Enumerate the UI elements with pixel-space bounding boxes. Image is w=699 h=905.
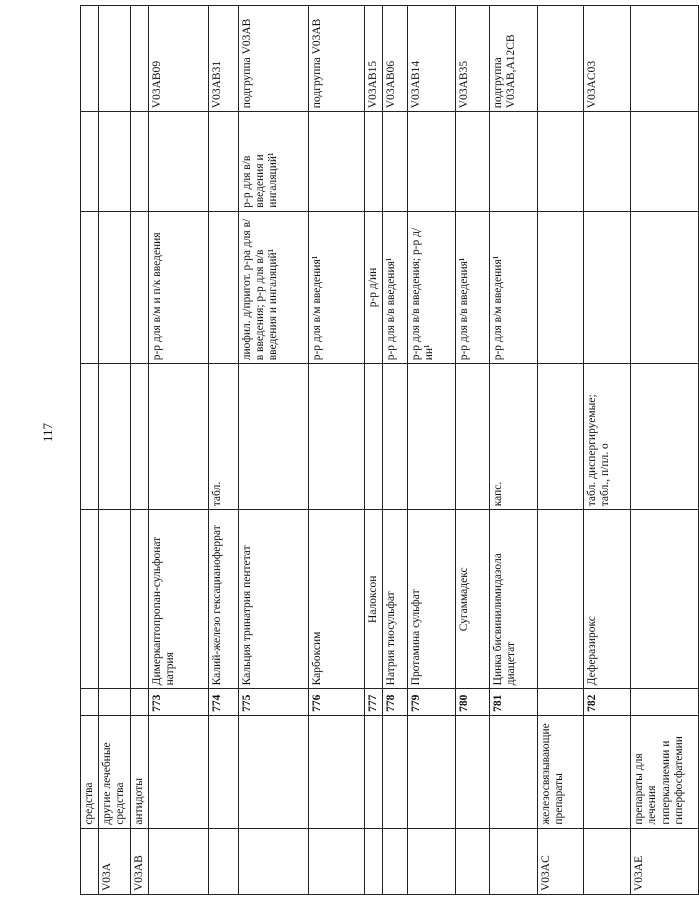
group-name-cell (148, 715, 208, 828)
item-number-cell: 779 (408, 689, 456, 716)
group-name-cell: средства (81, 715, 99, 828)
drug-name-cell: Калий-железо гексацианоферрат (208, 510, 238, 689)
drug-name-cell: Натрия тиосульфат (383, 510, 408, 689)
atc-subgroup-cell (538, 6, 584, 112)
group-name-cell: железосвязывающие препараты (538, 715, 584, 828)
drug-name-cell: Сугаммадекс (456, 510, 490, 689)
oral-form-cell (148, 364, 208, 510)
inhalation-form-cell (208, 112, 238, 212)
item-number-cell (538, 689, 584, 716)
item-number-cell: 776 (308, 689, 364, 716)
atc-code-cell: V03AB (130, 828, 148, 894)
group-name-cell (490, 715, 538, 828)
drug-name-cell (130, 510, 148, 689)
atc-code-cell (383, 828, 408, 894)
atc-code-cell (308, 828, 364, 894)
group-name-cell: другие лечебные средства (99, 715, 130, 828)
row-778 (383, 6, 408, 895)
injection-form-cell (99, 211, 130, 364)
atc-subgroup-cell: подгруппа V03AB (238, 6, 308, 112)
row-sredstva (81, 6, 99, 895)
atc-code-cell (148, 828, 208, 894)
atc-code-cell (584, 828, 631, 894)
drug-name-cell: Кальция тринатрия пентетат (238, 510, 308, 689)
group-name-cell: антидоты (130, 715, 148, 828)
atc-subgroup-cell: V03AB35 (456, 6, 490, 112)
drug-name-cell (631, 510, 699, 689)
oral-form-cell (99, 364, 130, 510)
item-number-cell: 778 (383, 689, 408, 716)
group-name-cell (364, 715, 382, 828)
atc-code-cell (208, 828, 238, 894)
inhalation-form-cell (408, 112, 456, 212)
item-number-cell: 775 (238, 689, 308, 716)
atc-code-cell (364, 828, 382, 894)
row-777 (364, 6, 382, 895)
inhalation-form-cell (364, 112, 382, 212)
drug-name-cell (99, 510, 130, 689)
group-name-cell (456, 715, 490, 828)
row-779 (408, 6, 456, 895)
injection-form-cell (81, 211, 99, 364)
atc-subgroup-cell: V03AB14 (408, 6, 456, 112)
drug-name-cell: Деферазирокс (584, 510, 631, 689)
row-780 (456, 6, 490, 895)
drug-name-cell: Карбоксим (308, 510, 364, 689)
injection-form-cell: р-р д/ин (364, 211, 382, 364)
row-781 (490, 6, 538, 895)
oral-form-cell: капс. (490, 364, 538, 510)
row-v03ac (538, 6, 584, 895)
group-name-cell (208, 715, 238, 828)
atc-subgroup-cell (99, 6, 130, 112)
inhalation-form-cell (81, 112, 99, 212)
atc-subgroup-cell: V03AC03 (584, 6, 631, 112)
inhalation-form-cell (490, 112, 538, 212)
item-number-cell: 773 (148, 689, 208, 716)
rotated-table-container (80, 5, 685, 895)
drug-table (80, 5, 699, 895)
inhalation-form-cell (383, 112, 408, 212)
oral-form-cell: табл. диспергируемые; табл., п/пл. о (584, 364, 631, 510)
inhalation-form-cell (538, 112, 584, 212)
oral-form-cell (308, 364, 364, 510)
row-782 (584, 6, 631, 895)
group-name-cell (408, 715, 456, 828)
item-number-cell (130, 689, 148, 716)
atc-subgroup-cell (631, 6, 699, 112)
atc-subgroup-cell (130, 6, 148, 112)
oral-form-cell (456, 364, 490, 510)
group-name-cell (238, 715, 308, 828)
atc-code-cell (81, 828, 99, 894)
inhalation-form-cell (584, 112, 631, 212)
injection-form-cell (631, 211, 699, 364)
injection-form-cell: р-р для в/м и п/к введения (148, 211, 208, 364)
oral-form-cell (81, 364, 99, 510)
oral-form-cell (383, 364, 408, 510)
inhalation-form-cell (99, 112, 130, 212)
row-v03ab (130, 6, 148, 895)
inhalation-form-cell (148, 112, 208, 212)
atc-code-cell: V03A (99, 828, 130, 894)
inhalation-form-cell (631, 112, 699, 212)
item-number-cell (81, 689, 99, 716)
row-775 (238, 6, 308, 895)
item-number-cell: 777 (364, 689, 382, 716)
row-v03ae (631, 6, 699, 895)
atc-subgroup-cell: подгруппа V03AB,A12CB (490, 6, 538, 112)
oral-form-cell (130, 364, 148, 510)
injection-form-cell: р-р для в/в введения¹ (383, 211, 408, 364)
row-776 (308, 6, 364, 895)
atc-code-cell (490, 828, 538, 894)
item-number-cell (99, 689, 130, 716)
injection-form-cell: р-р для в/в введения¹ (456, 211, 490, 364)
atc-subgroup-cell: V03AB31 (208, 6, 238, 112)
group-name-cell (308, 715, 364, 828)
row-v03a (99, 6, 130, 895)
drug-name-cell: Налоксон (364, 510, 382, 689)
injection-form-cell (538, 211, 584, 364)
page-number: 117 (40, 422, 55, 442)
atc-subgroup-cell (81, 6, 99, 112)
injection-form-cell (208, 211, 238, 364)
group-name-cell: препараты для лечения гиперкалиемии и гиперфосфатемии (631, 715, 699, 828)
atc-subgroup-cell: V03AB09 (148, 6, 208, 112)
atc-code-cell (238, 828, 308, 894)
item-number-cell: 781 (490, 689, 538, 716)
group-name-cell (584, 715, 631, 828)
oral-form-cell (538, 364, 584, 510)
oral-form-cell (238, 364, 308, 510)
row-774 (208, 6, 238, 895)
item-number-cell: 780 (456, 689, 490, 716)
inhalation-form-cell (130, 112, 148, 212)
drug-name-cell: Протамина сульфат (408, 510, 456, 689)
injection-form-cell: р-р для в/м введения¹ (490, 211, 538, 364)
inhalation-form-cell (308, 112, 364, 212)
oral-form-cell (631, 364, 699, 510)
oral-form-cell (408, 364, 456, 510)
drug-name-cell (538, 510, 584, 689)
oral-form-cell (364, 364, 382, 510)
drug-name-cell: Цинка бисвинилимидазола диацетат (490, 510, 538, 689)
injection-form-cell (130, 211, 148, 364)
atc-code-cell: V03AE (631, 828, 699, 894)
injection-form-cell: р-р для в/в введения; р-р д/ин¹ (408, 211, 456, 364)
inhalation-form-cell (456, 112, 490, 212)
item-number-cell (631, 689, 699, 716)
item-number-cell: 782 (584, 689, 631, 716)
row-773 (148, 6, 208, 895)
atc-code-cell: V03AC (538, 828, 584, 894)
atc-subgroup-cell: подгруппа V03AB (308, 6, 364, 112)
atc-code-cell (456, 828, 490, 894)
inhalation-form-cell: р-р для в/в введения и ингаляций¹ (238, 112, 308, 212)
injection-form-cell (584, 211, 631, 364)
atc-subgroup-cell: V03AB15 (364, 6, 382, 112)
group-name-cell (383, 715, 408, 828)
injection-form-cell: лиофил. д/пригот. р-ра для в/в введения; р-р для в/в введения и ингаляций¹ (238, 211, 308, 364)
oral-form-cell: табл. (208, 364, 238, 510)
injection-form-cell: р-р для в/м введения¹ (308, 211, 364, 364)
drug-name-cell: Димеркаптопропан-сульфонат натрия (148, 510, 208, 689)
atc-subgroup-cell: V03AB06 (383, 6, 408, 112)
item-number-cell: 774 (208, 689, 238, 716)
atc-code-cell (408, 828, 456, 894)
drug-name-cell (81, 510, 99, 689)
